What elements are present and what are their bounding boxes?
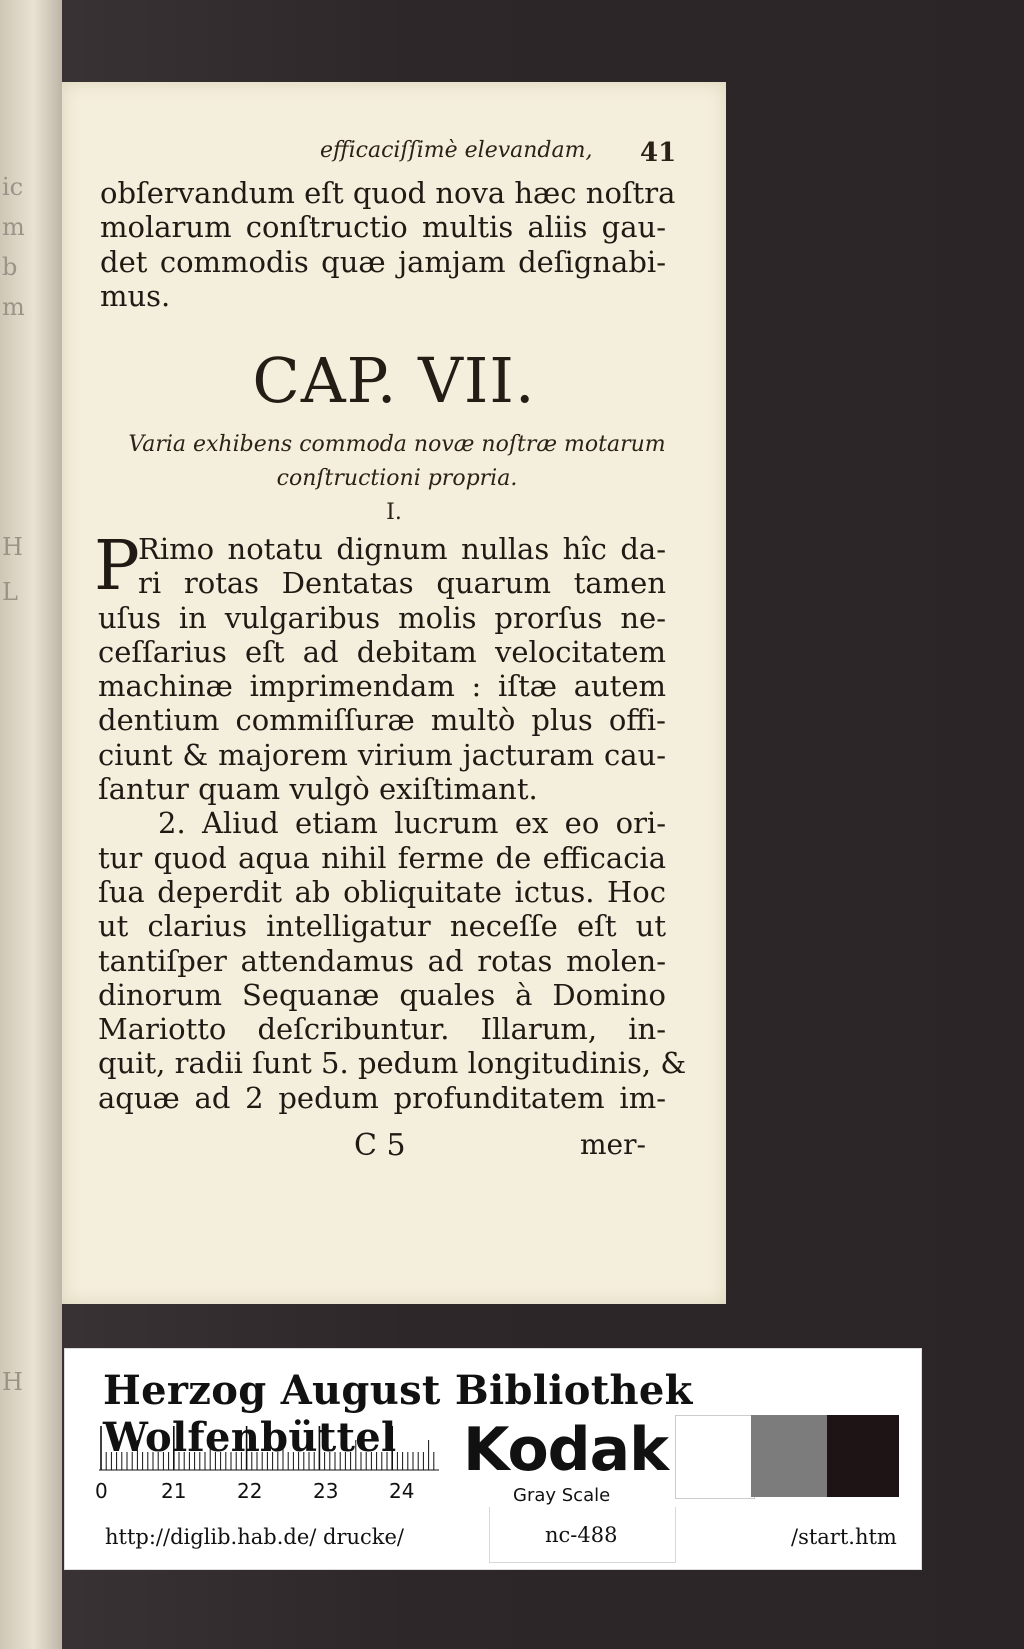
ruler-icon (99, 1425, 439, 1471)
catchword: mer- (580, 1128, 646, 1161)
call-number: nc-488 (545, 1523, 618, 1547)
running-head: efficaciſſimè elevandam, (320, 138, 593, 163)
text-line: Mariotto deſcribuntur. Illarum, in- (98, 1012, 666, 1047)
chapter-title: CAP. VII. (252, 344, 536, 417)
text-line: molarum conſtructio multis aliis gau- (100, 210, 666, 245)
ruler-label: 23 (313, 1479, 339, 1503)
text-line: machinæ imprimendam : iſtæ autem (98, 669, 666, 704)
text-line: dentium commiſſuræ multò plus offi- (98, 703, 666, 738)
drop-cap: P (94, 527, 140, 606)
subtitle-line: conſtructioni propria. (276, 466, 518, 491)
text-line: ſua deperdit ab obliquitate ictus. Hoc (98, 874, 666, 909)
page-header (256, 138, 726, 174)
text-line: aquæ ad 2 pedum profunditatem im- (98, 1080, 666, 1115)
text-line: det commodis quæ jamjam deſignabi- (100, 244, 666, 279)
text-line: mus. (100, 278, 171, 313)
text-line: ut clarius intelligatur neceſſe eſt ut (98, 909, 666, 944)
ruler-label: 24 (389, 1479, 415, 1503)
text-line: ri rotas Dentatas quarum tamen (138, 566, 666, 601)
text-line: tur quod aqua nihil ferme de efficacia (98, 840, 666, 875)
paragraph-intro (100, 176, 676, 313)
gray-swatch-dark (827, 1415, 899, 1497)
text-line: obſervandum eſt quod nova hæc noſtra (100, 176, 676, 210)
ruler-label: 22 (237, 1479, 263, 1503)
color-target-card (64, 1348, 922, 1570)
text-line: uſus in vulgaribus molis prorſus ne- (98, 600, 666, 635)
page-number: 41 (640, 138, 677, 168)
gray-swatch-white (675, 1415, 755, 1499)
text-line: dinorum Sequanæ quales à Domino (98, 977, 666, 1012)
subtitle-line: Varia exhibens commoda novæ noſtræ motarum (128, 432, 666, 457)
library-name: Herzog August Bibliothek Wolfenbüttel (103, 1367, 693, 1461)
text-line: quit, radii ſunt 5. pedum longitudinis, & (98, 1046, 687, 1081)
ruler-label: 0 (95, 1479, 108, 1503)
text-line: ſantur quam vulgò exiſtimant. (98, 772, 538, 807)
text-line: ceſſarius eſt ad debitam velocitatem (98, 634, 666, 669)
section-number: I. (386, 500, 402, 525)
ruler-label: 21 (161, 1479, 187, 1503)
chapter-subtitle (102, 428, 692, 496)
paragraph-main (94, 527, 687, 1115)
adjacent-page-edge: ic m b m H L H (0, 0, 62, 1649)
kodak-logo: Kodak (463, 1415, 668, 1485)
text-line: Rimo notatu dignum nullas hîc da- (138, 532, 666, 566)
gray-swatch-mid (751, 1415, 827, 1497)
text-line: ciunt & majorem virium jacturam cau- (98, 737, 666, 772)
text-line: tantiſper attendamus ad rotas molen- (98, 943, 666, 978)
url-left: http://diglib.hab.de/ drucke/ (105, 1525, 405, 1549)
signature-mark: C 5 (354, 1128, 406, 1163)
gray-scale-caption: Gray Scale (513, 1485, 611, 1506)
book-page (62, 82, 726, 1304)
text-line: 2. Aliud etiam lucrum ex eo ori- (158, 806, 666, 841)
url-right: /start.htm (791, 1525, 897, 1549)
